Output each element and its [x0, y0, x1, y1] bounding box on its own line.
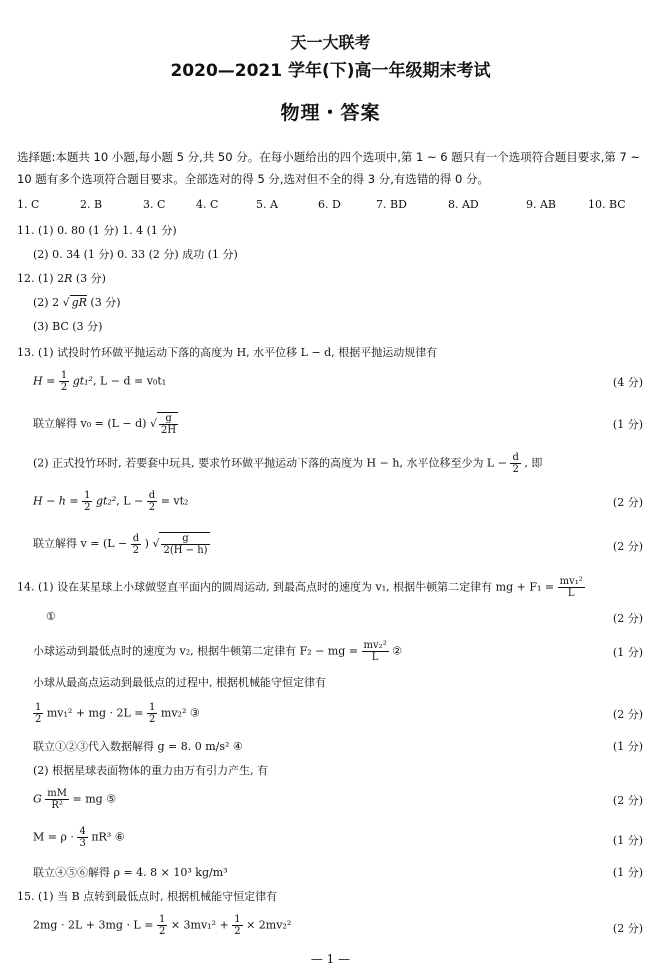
fraction: $\frac{1}{2}$ [35, 702, 42, 725]
choice-answer: 1. C [17, 198, 40, 211]
exam-title: 2020—2021 学年(下)高一年级期末考试 [170, 61, 491, 81]
fraction: $\frac{d}{2}$ [148, 490, 156, 513]
org-title: 天一大联考 [290, 33, 371, 52]
q15-part1-text: 15. (1) 当 B 点转到最低点时, 根据机械能守恒定律有 [17, 890, 278, 903]
fraction: $\frac{\text{mv₁²}}{L}$ [559, 576, 583, 599]
fraction: $\frac{1}{2}$ [84, 490, 91, 513]
fraction: $\frac{1}{2}$ [149, 702, 156, 725]
fraction: $\frac{g}{2H}$ [157, 412, 178, 436]
q11-line2: (2) 0. 34 (1 分) 0. 33 (2 分) 成功 (1 分) [33, 248, 238, 261]
q14-part1-text: 14. (1) 设在某星球上小球做竖直平面内的圆周运动, 到最高点时的速度为 v₁, 根据牛顿第二定律有 mg + F₁ = $\frac{\text{mv₁²}}{L}$ [17, 576, 583, 599]
page-number: — 1 — [310, 952, 351, 966]
fraction: $\frac{mM}{\text{R²}}$ [47, 788, 68, 811]
fraction: $\frac{g}{2(H - h)}$ [159, 532, 209, 556]
q14-result1: 联立①②③代入数据解得 g = 8. 0 m/s² ④ [33, 740, 243, 753]
q14-part2-text: (2) 根据星球表面物体的重力由万有引力产生, 有 [33, 764, 269, 777]
q14-part1-text2: 小球从最高点运动到最低点的过程中, 根据机械能守恒定律有 [33, 676, 326, 689]
score: (2 分) [612, 922, 643, 935]
q14-eq6: M = ρ · $\frac{4}{3}$ πR³ ⑥ [33, 826, 125, 849]
choice-instructions: 选择题:本题共 10 小题,每小题 5 分,共 50 分。在每小题给出的四个选项中,第 1 ~ 6 题只有一个选项符合题目要求,第 7 ~ 10 题有多个选项符合题目要求。全部选对的得 5 分,选对但不全的得 3 分,有选错的得 0 分。 [17, 150, 641, 186]
choice-answer: 4. C [196, 198, 219, 211]
fraction: $\frac{d}{2}$ [132, 532, 140, 556]
choice-answer: 2. B [80, 198, 103, 211]
q13-part2-text: (2) 正式投竹环时, 若要套中玩具, 要求竹环做平抛运动下落的高度为 H − h, 水平位移至少为 L − $\frac{d}{2}$ , 即 [33, 452, 543, 475]
q14-eq2: 小球运动到最低点时的速度为 v₂, 根据牛顿第二定律有 F₂ − mg = $\frac{\text{mv₂²}}{L}$ ② [33, 640, 403, 663]
q13-part1-text: 13. (1) 试投时竹环做平抛运动下落的高度为 H, 水平位移 L − d, 根据平抛运动规律有 [17, 346, 438, 359]
choice-answer: 8. AD [448, 198, 479, 211]
subject-title: 物理・答案 [280, 102, 381, 124]
choice-answer: 9. AB [526, 198, 557, 211]
score: (1 分) [612, 740, 643, 753]
score: (1 分) [612, 866, 643, 879]
q13-result1: 联立解得 v₀ = (L − d) √ $\frac{g}{2H}$ [33, 413, 177, 436]
eq-mark: ① [46, 610, 56, 623]
choice-answer: 3. C [143, 198, 166, 211]
score: (2 分) [612, 612, 643, 625]
fraction: $\frac{4}{3}$ [79, 826, 86, 849]
choice-answer: 5. A [256, 198, 278, 211]
q12-line2: (2) 2 √ gR (3 分) [33, 296, 121, 309]
score: (2 分) [612, 794, 643, 807]
score: (2 分) [612, 496, 643, 509]
score: (2 分) [612, 708, 643, 721]
score: (2 分) [612, 540, 643, 553]
score: (1 分) [612, 834, 643, 847]
q13-result2: 联立解得 v = (L − $\frac{d}{2}$ ) √ $\frac{g}{2(H - h)}$ [33, 532, 208, 556]
fraction: $\frac{1}{2}$ [60, 370, 68, 393]
score: (1 分) [612, 418, 643, 431]
q11-line1: 11. (1) 0. 80 (1 分) 1. 4 (1 分) [17, 224, 177, 237]
q12-line3: (3) BC (3 分) [33, 320, 103, 333]
score: (4 分) [612, 376, 643, 389]
fraction: $\frac{1}{2}$ [158, 914, 166, 937]
q14-eq3: $\frac{1}{2}$ mv₁² + mg · 2L = $\frac{1}{2}$ mv₂² ③ [35, 702, 200, 725]
q13-eq2: H − h = $\frac{1}{2}$ gt₂², L − $\frac{d}{2}$ = vt₂ [33, 490, 189, 513]
score: (1 分) [612, 646, 643, 659]
choice-answer: 10. BC [588, 198, 626, 211]
choice-answer: 6. D [318, 198, 341, 211]
q12-line1: 12. (1) 2R (3 分) [17, 272, 106, 285]
fraction: $\frac{d}{2}$ [512, 452, 519, 475]
q14-result2: 联立④⑤⑥解得 ρ = 4. 8 × 10³ kg/m³ [33, 866, 228, 879]
q13-eq1: H = $\frac{1}{2}$ gt₁², L − d = v₀t₁ [33, 370, 167, 393]
fraction: $\frac{\text{mv₂²}}{L}$ [363, 640, 387, 663]
fraction: $\frac{1}{2}$ [234, 914, 241, 937]
q14-eq5: G $\frac{mM}{\text{R²}}$ = mg ⑤ [33, 788, 117, 811]
q15-eq1: 2mg · 2L + 3mg · L = $\frac{1}{2}$ × 3mv₁² + $\frac{1}{2}$ × 2mv₂² [33, 914, 292, 937]
choice-answer: 7. BD [376, 198, 407, 211]
